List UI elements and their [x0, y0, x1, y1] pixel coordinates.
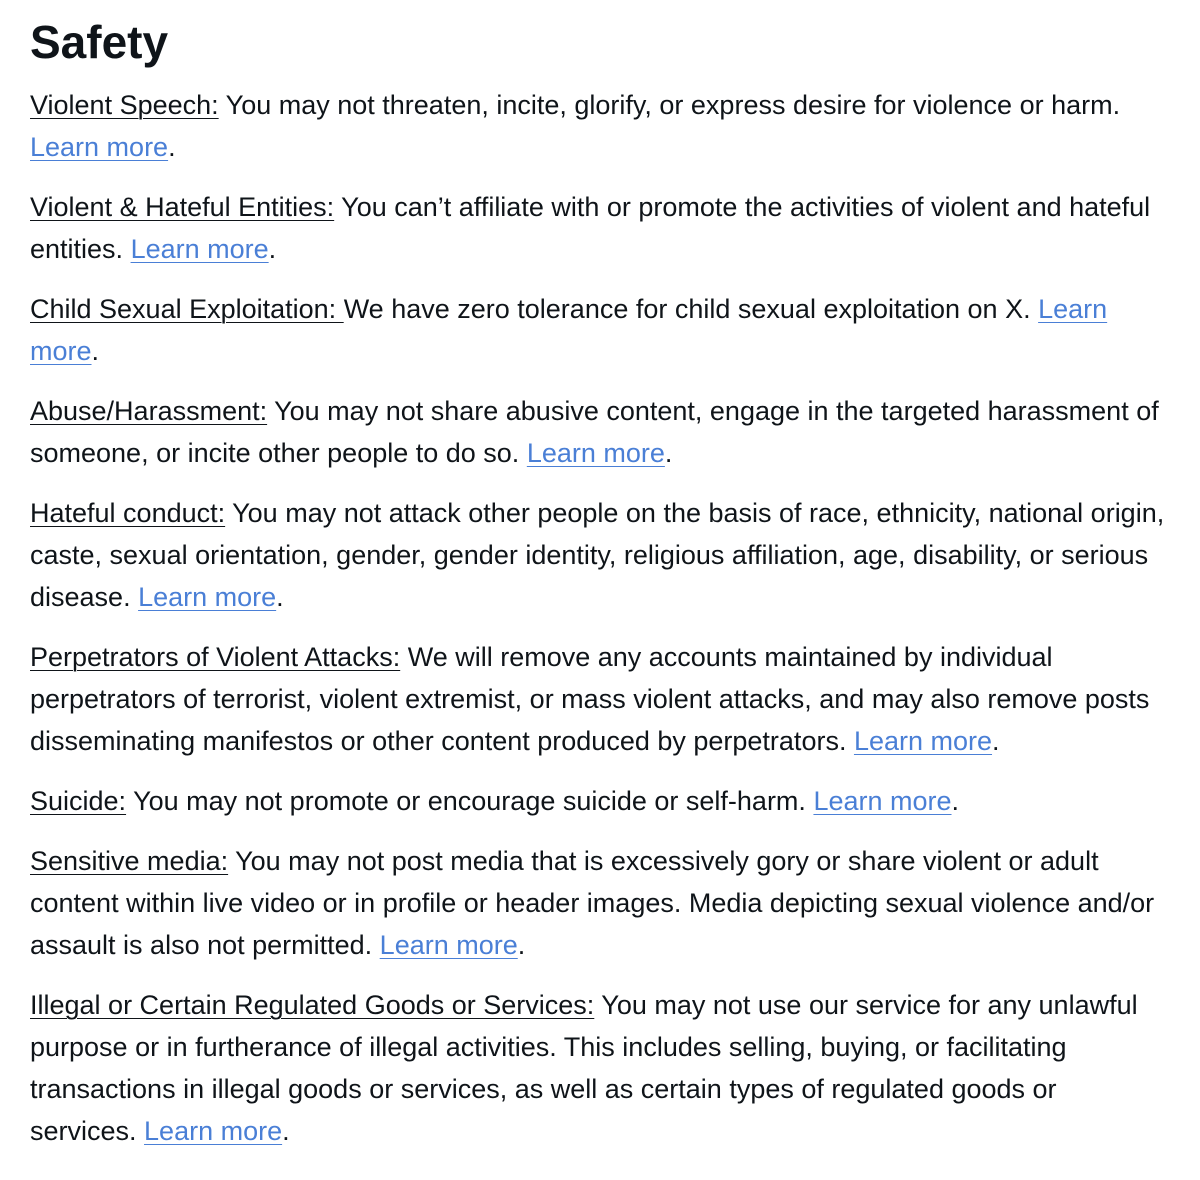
policy-term: Abuse/Harassment: [30, 396, 268, 426]
policy-description: You may not use our service for any unlawful purpose or in furtherance of illegal activities. This includes selling, buying, or facilitating transactions in illegal goods or services, as well as certain types of regulated goods or services. [30, 990, 1138, 1146]
policy-term: Suicide: [30, 786, 127, 816]
policy-term: Violent Speech: [30, 90, 219, 120]
policy-end: . [664, 438, 673, 468]
policy-description: You may not post media that is excessively gory or share violent or adult content within live video or in profile or header images. Media depicting sexual violence and/or assault is also not permitted. [30, 846, 1155, 960]
policy-term: Child Sexual Exploitation: [30, 294, 344, 324]
policy-end: . [168, 132, 176, 162]
policy-perpetrators-violent-attacks [30, 636, 1170, 762]
policy-child-sexual-exploitation [30, 288, 1170, 372]
learn-more-link[interactable]: Learn more [853, 726, 993, 756]
policy-term: Violent & Hateful Entities: [30, 192, 335, 222]
policy-description: You may not threaten, incite, glorify, or express desire for violence or harm. [218, 90, 1121, 120]
policy-sensitive-media [30, 840, 1170, 966]
policy-hateful-conduct [30, 492, 1170, 618]
learn-more-link[interactable]: Learn more [130, 234, 269, 264]
policy-end: . [276, 582, 284, 612]
policy-description: We will remove any accounts maintained by individual perpetrators of terrorist, violent extremist, or mass violent attacks, and may also remove posts disseminating manifestos or other content produced by perpetrators. [30, 642, 1150, 756]
policy-end: . [517, 930, 526, 960]
learn-more-link[interactable]: Learn more [379, 930, 518, 960]
learn-more-link[interactable]: Learn more [138, 582, 277, 612]
policy-term: Hateful conduct: [30, 498, 226, 528]
policy-term: Sensitive media: [30, 846, 229, 876]
policy-end: . [992, 726, 1000, 756]
policy-violent-hateful-entities [30, 186, 1170, 270]
policy-term: Perpetrators of Violent Attacks: [30, 642, 401, 672]
policy-description: You may not promote or encourage suicide or self-harm. [126, 786, 814, 816]
policy-end: . [91, 336, 100, 366]
policy-description: We have zero tolerance for child sexual exploitation on X. [343, 294, 1039, 324]
learn-more-link[interactable]: Learn more [526, 438, 665, 468]
learn-more-link[interactable]: Learn more [144, 1116, 283, 1146]
policy-term: Illegal or Certain Regulated Goods or Services: [30, 990, 595, 1020]
policy-end: . [282, 1116, 290, 1146]
learn-more-link[interactable]: Learn more [30, 294, 1108, 366]
policy-abuse-harassment [30, 390, 1170, 474]
learn-more-link[interactable]: Learn more [813, 786, 952, 816]
policy-end: . [951, 786, 960, 816]
policy-description: You may not attack other people on the basis of race, ethnicity, national origin, caste, sexual orientation, gender, gender identity, religious affiliation, age, disability, or serious disease. [30, 498, 1165, 612]
policy-violent-speech [30, 84, 1170, 168]
policy-suicide [30, 780, 1170, 822]
policy-description: You may not share abusive content, engage in the targeted harassment of someone, or incite other people to do so. [30, 396, 1159, 468]
policy-end: . [268, 234, 277, 264]
learn-more-link[interactable]: Learn more [30, 132, 169, 162]
policy-illegal-regulated-goods [30, 984, 1170, 1152]
page-title: Safety [30, 16, 169, 68]
policy-description: You can’t affiliate with or promote the activities of violent and hateful entities. [30, 192, 1151, 264]
